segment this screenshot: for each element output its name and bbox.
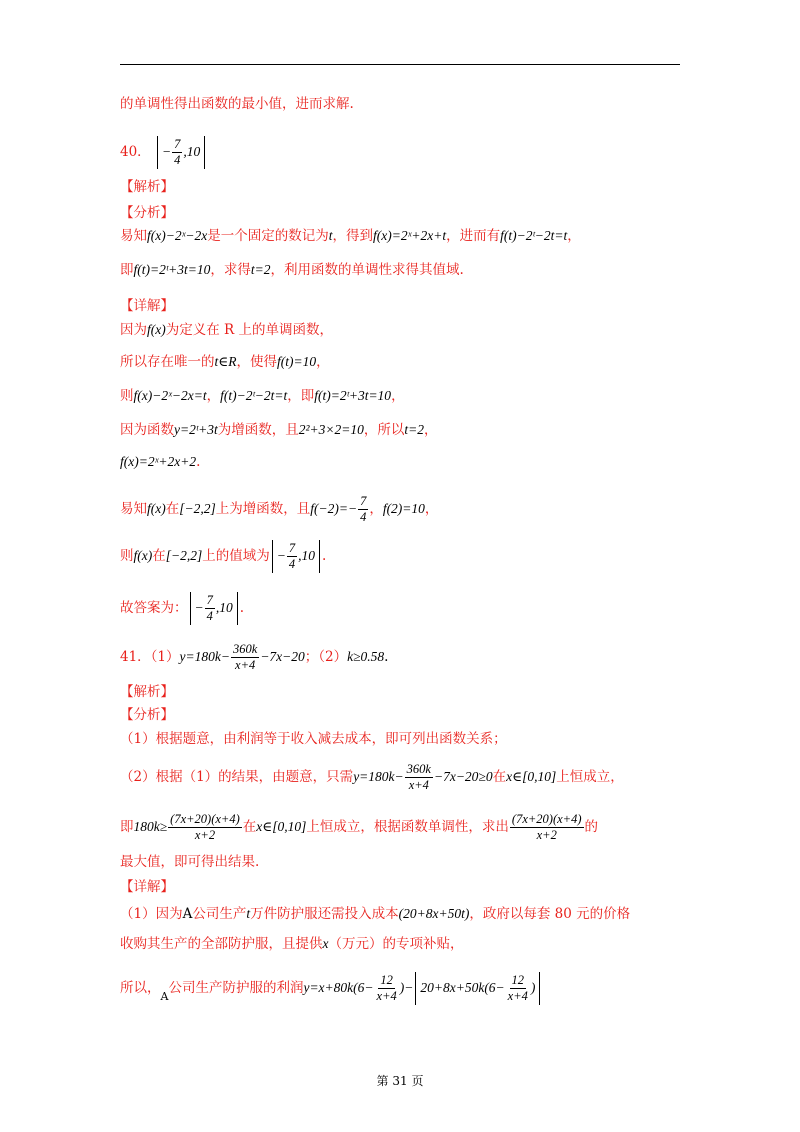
analysis-41-line-4: 最大值，即可得出结果. (120, 854, 260, 870)
analysis-41-line-1: （1）根据题意，由利润等于收入减去成本，即可列出函数关系； (120, 731, 507, 747)
section-fenxi: 【分析】 (120, 205, 174, 221)
analysis-41-line-2: （2）根据（1）的结果，由题意，只需y=180k− $\frac{360k}{x+4}$ −7x−20≥0在x∈[0,10]上恒成立， (120, 762, 624, 792)
detail-line-3: 则f(x)−2ˣ−2x=t，f(t)−2ᵗ−2t=t，即f(t)=2ᵗ+3t=10， (120, 388, 405, 404)
detail-line-6: 易知f(x)在[−2,2]上为增函数，且f(−2)=− $\frac{7}{4}$ ，f(2)=10， (120, 494, 439, 524)
page-number: 第 31 页 (376, 1074, 424, 1088)
section-jiexi: 【解析】 (120, 179, 174, 195)
detail-line-2: 所以存在唯一的t∈R，使得f(t)=10， (120, 354, 330, 370)
section-jiexi-2: 【解析】 (120, 684, 174, 700)
detail-41-line-2: 收购其生产的全部防护服，且提供x（万元）的专项补贴， (120, 936, 464, 952)
analysis-line-1: 易知f(x)−2ˣ−2x是一个固定的数记为t，得到f(x)=2ˣ+2x+t，进而有f(t)−2ᵗ−2t=t， (120, 228, 581, 244)
detail-line-1: 因为f(x)为定义在 R 上的单调函数， (120, 322, 333, 338)
detail-41-line-1: （1）因为A公司生产t万件防护服还需投入成本(20+8x+50t)，政府以每套 80 元的价格 (120, 906, 631, 922)
section-xiangjie: 【详解】 (120, 298, 174, 314)
header-rule (120, 64, 680, 65)
text-line: 的单调性得出函数的最小值，进而求解. (120, 96, 354, 112)
question-41: 41．（1）y=180k− $\frac{360k}{x+4}$ −7x−20；（2）k≥0.58. (120, 642, 389, 672)
section-xiangjie-2: 【详解】 (120, 879, 174, 895)
section-fenxi-2: 【分析】 (120, 707, 174, 723)
detail-line-7: 则f(x)在[−2,2]上的值域为 − $\frac{7}{4}$ ,10 . (120, 541, 327, 571)
detail-line-5: f(x)=2ˣ+2x+2. (120, 454, 201, 470)
analysis-41-line-3: 即180k≥ $\frac{(7x+20)(x+4)}{x+2}$ 在x∈[0,10]上恒成立，根据函数单调性，求出 $\frac{(7x+20)(x+4)}{x+2}$ 的 (120, 812, 599, 842)
answer-interval: − $\frac{7}{4}$ ,10 (157, 136, 205, 169)
detail-answer: 故答案为： − $\frac{7}{4}$ ,10 . (120, 593, 245, 623)
question-40: 40． − $\frac{7}{4}$ ,10 (120, 136, 207, 169)
detail-41-line-3: 所以，$_A$公司生产防护服的利润y=x+80k(6− $\frac{12}{x+4}$ )− 20+8x+50k(6− $\frac{12}{x+4}$ ) (120, 972, 542, 1007)
detail-line-4: 因为函数y=2ᵗ+3t为增函数，且2²+3×2=10，所以t=2， (120, 422, 438, 438)
analysis-line-2: 即f(t)=2ᵗ+3t=10，求得t=2，利用函数的单调性求得其值域. (120, 262, 464, 278)
